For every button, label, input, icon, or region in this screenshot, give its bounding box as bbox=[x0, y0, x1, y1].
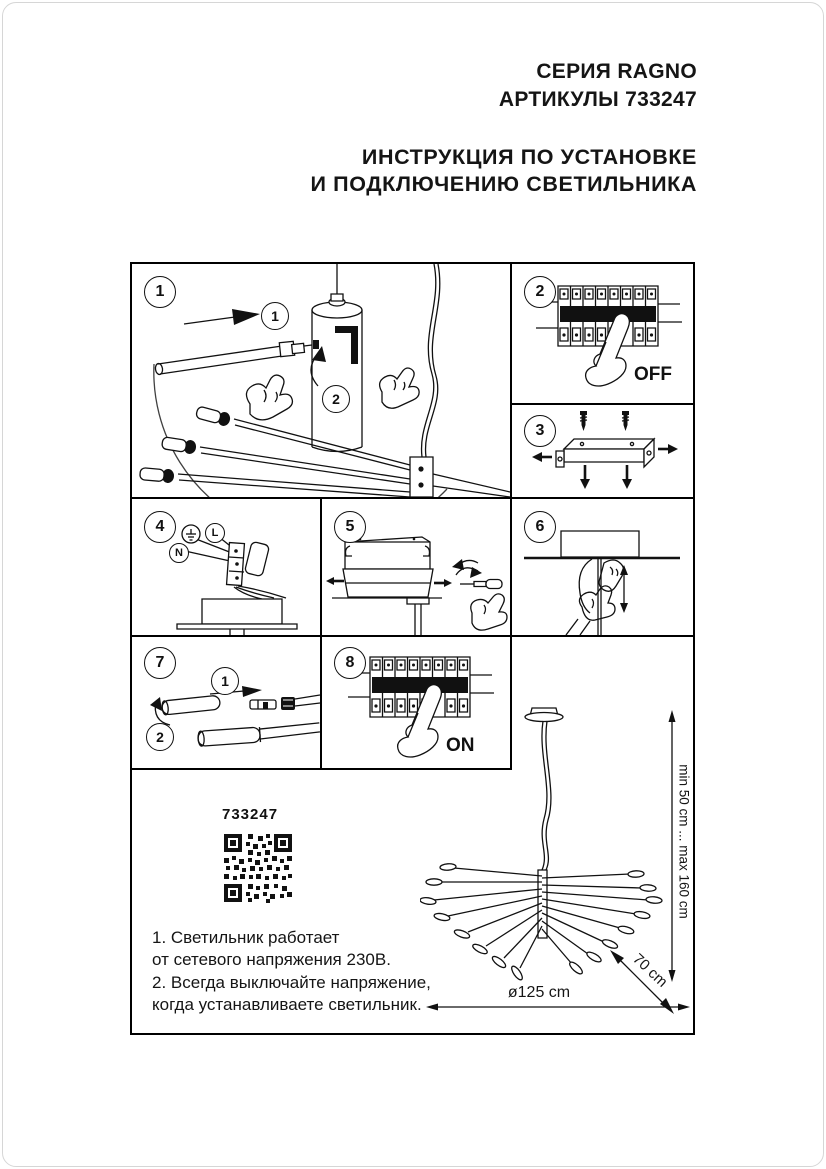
terminal-l-badge bbox=[205, 523, 225, 543]
terminal-n-label: N bbox=[175, 547, 183, 559]
step-number-badge bbox=[144, 276, 176, 308]
step-4-panel bbox=[132, 501, 320, 635]
title-line-2: И ПОДКЛЮЧЕНИЮ СВЕТИЛЬНИКА bbox=[310, 172, 697, 196]
series-title: СЕРИЯ RAGNO bbox=[536, 60, 697, 83]
step-number-badge bbox=[524, 511, 556, 543]
step-number: 3 bbox=[535, 422, 545, 439]
earth-symbol-icon bbox=[182, 525, 200, 543]
step-number-badge bbox=[334, 647, 366, 679]
step-7-panel bbox=[132, 637, 320, 768]
title-line-1: ИНСТРУКЦИЯ ПО УСТАНОВКЕ bbox=[361, 145, 697, 169]
diameter-dimension-label: ø125 cm bbox=[507, 984, 571, 1001]
note-line: от сетевого напряжения 230В. bbox=[152, 950, 391, 970]
step-2-panel bbox=[512, 264, 693, 403]
screw-icon bbox=[580, 411, 587, 431]
substep-number: 1 bbox=[221, 673, 229, 689]
header-block bbox=[499, 58, 697, 114]
substep-number: 1 bbox=[271, 308, 279, 324]
step-3-panel bbox=[512, 405, 693, 497]
steps-grid bbox=[130, 262, 695, 1035]
substep-number: 2 bbox=[332, 391, 340, 407]
diameter-dimension-line bbox=[426, 1004, 690, 1011]
note-line: 1. Светильник работает bbox=[152, 928, 340, 947]
step-number-badge bbox=[524, 415, 556, 447]
step-5-panel bbox=[322, 501, 510, 635]
off-label: OFF bbox=[634, 364, 672, 385]
depth-dimension-label: 70 cm bbox=[629, 950, 671, 991]
substep-1-badge bbox=[261, 302, 289, 330]
substep-1-badge bbox=[211, 667, 239, 695]
page-title bbox=[311, 144, 697, 198]
articles-title: АРТИКУЛЫ 733247 bbox=[498, 88, 697, 111]
screwdriver-icon bbox=[452, 559, 502, 589]
step-number: 5 bbox=[345, 518, 355, 535]
step-number-badge bbox=[334, 511, 366, 543]
substep-2-badge bbox=[322, 385, 350, 413]
note-line: когда устанавливаете светильник. bbox=[152, 994, 422, 1014]
safety-notes bbox=[152, 927, 431, 1016]
step-number: 8 bbox=[345, 654, 355, 671]
height-dimension-label: min 50 cm ... max 160 cm bbox=[676, 764, 692, 919]
step-number: 6 bbox=[535, 518, 545, 535]
step-1-drawing bbox=[132, 264, 510, 497]
step-number-badge bbox=[144, 647, 176, 679]
note-line: 2. Всегда выключайте напряжение, bbox=[152, 972, 431, 992]
substep-number: 2 bbox=[156, 729, 164, 745]
hand-icon bbox=[471, 594, 507, 630]
hand-icon bbox=[380, 368, 420, 408]
qr-code bbox=[222, 832, 294, 904]
screw-icon bbox=[622, 411, 629, 431]
terminal-l-label: L bbox=[211, 527, 219, 539]
on-label: ON bbox=[446, 735, 475, 756]
height-dimension-line bbox=[669, 710, 676, 982]
step-number: 4 bbox=[155, 518, 165, 535]
article-code: 733247 bbox=[222, 806, 279, 823]
step-6-panel bbox=[512, 501, 693, 635]
grid-divider bbox=[132, 497, 693, 499]
step-number-badge bbox=[144, 511, 176, 543]
substep-2-badge bbox=[146, 723, 174, 751]
hand-icon bbox=[246, 375, 292, 420]
step-1-panel bbox=[132, 264, 510, 497]
step-number-badge bbox=[524, 276, 556, 308]
terminal-n-badge bbox=[169, 543, 189, 563]
step-number: 7 bbox=[155, 654, 165, 671]
step-number: 2 bbox=[535, 283, 545, 300]
step-number: 1 bbox=[155, 283, 165, 300]
